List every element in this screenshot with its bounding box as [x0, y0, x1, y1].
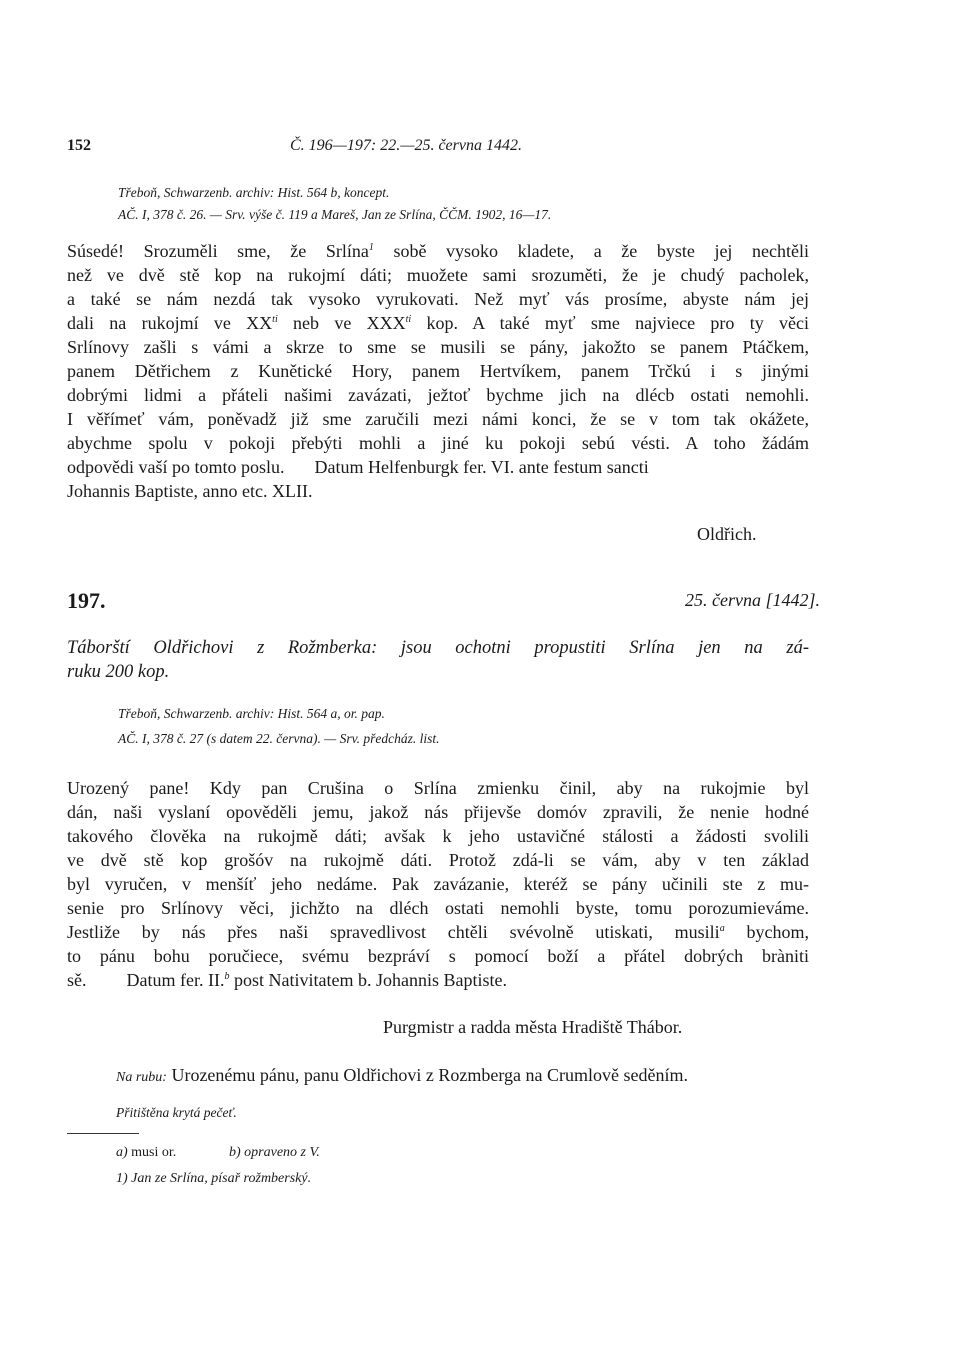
text-line — [67, 311, 809, 335]
source-edition-196: AČ. I, 378 č. 26. — Srv. výše č. 119 a Mareš, Jan ze Srlína, ČČM. 1902, 16—17. — [118, 207, 552, 222]
footnote-label: 1) — [116, 1171, 128, 1186]
text-segment: sobě vysoko kladete, a že byste jej nechtěli — [393, 241, 809, 261]
text-line: abychme spolu v pokoji přebýti mohli a jiné ku pokoji sebú vésti. A toho žádám — [67, 433, 809, 453]
footnote-a — [116, 1145, 176, 1161]
footnote-label: b) — [229, 1145, 241, 1160]
signature: Oldřich. — [697, 524, 757, 544]
footnote-mark: 1 — [368, 242, 374, 253]
text-line: I věřímeť vám, poněvadž již sme zaručili mezi námi konci, že se v tom tak okážete, — [67, 409, 809, 429]
text-line: byl vyručen, v menšíť jeho nedáme. Pak zavázanie, kteréž se pány učinili ste z mu- — [67, 874, 809, 894]
verso-label: Na rubu: — [116, 1070, 167, 1085]
footnote-divider — [67, 1133, 139, 1134]
regest-line: Táborští Oldřichovi z Rožmberka: jsou ochotni propustiti Srlína jen na zá- — [67, 638, 809, 658]
source-archive-197: Třeboň, Schwarzenb. archiv: Hist. 564 a, or. pap. — [118, 706, 385, 721]
text-line: dobrými lidmi a přáteli našimi zavázati, ježtoť bychme jich na dlécb ostati nemohli. — [67, 385, 809, 405]
text-segment: neb ve XXX — [293, 313, 406, 333]
text-line: panem Dětřichem z Kunětické Hory, panem Hertvíkem, panem Trčkú i s jinými — [67, 361, 809, 381]
footnote-mark: b — [224, 971, 230, 982]
superscript: ti — [272, 314, 278, 325]
page-number: 152 — [67, 137, 91, 154]
text-line — [67, 920, 809, 944]
signature: Purgmistr a radda města Hradiště Thábor. — [383, 1017, 683, 1037]
superscript: ti — [405, 314, 412, 325]
source-archive-196: Třeboň, Schwarzenb. archiv: Hist. 564 b, koncept. — [118, 185, 390, 200]
seal-note: Přitištěna krytá pečeť. — [116, 1105, 237, 1120]
text-segment: sě. — [67, 970, 87, 990]
verso-text: Urozenému pánu, panu Oldřichovi z Rozmberga na Crumlově seděním. — [171, 1065, 688, 1085]
text-line: takového člověka na rukojmě dáti; avšak k jeho ustavičné stálosti a žádosti svolili — [67, 826, 809, 846]
dating-clause: post Nativitatem b. Johannis Baptiste. — [233, 970, 507, 990]
footnote-text: musi or. — [131, 1145, 177, 1160]
text-segment: dali na rukojmí ve XX — [67, 313, 273, 333]
document-number: 197. — [67, 588, 106, 613]
text-line: ve dvě stě kop grošóv na rukojmě dáti. Protož zdá-li se vám, aby v ten základ — [67, 850, 809, 870]
text-line: Urozený pane! Kdy pan Crušina o Srlína zmienku činil, aby na rukojmie byl — [67, 778, 809, 798]
source-edition-197: AČ. I, 378 č. 27 (s datem 22. června). — Srv. předcház. list. — [118, 731, 440, 746]
regest-line: ruku 200 kop. — [67, 662, 170, 682]
running-title: Č. 196—197: 22.—25. června 1442. — [290, 137, 522, 154]
text-segment: odpovědi vaší po tomto poslu. — [67, 457, 285, 477]
text-line: Srlínovy zašli s vámi a skrze to sme se musili se pány, jakožto se panem Ptáčkem, — [67, 337, 809, 357]
document-date: 25. června [1442]. — [685, 590, 820, 610]
text-line: senie pro Srlínovy věci, jichžto na dléch ostati nemohli byste, tomu porozumieváme. — [67, 898, 809, 918]
text-line — [67, 968, 809, 992]
text-line: dán, naši vyslaní opověděli jemu, jakož nás přijevše domóv zpravili, že nenie hodné — [67, 802, 809, 822]
text-segment: Súsedé! Srozuměli sme, že Srlína — [67, 241, 369, 261]
text-line: než ve dvě stě kop na rukojmí dáti; muožete sami srozuměti, že je chudý pacholek, — [67, 265, 809, 285]
text-line: Johannis Baptiste, anno etc. XLII. — [67, 481, 313, 501]
footnote-mark: a — [719, 923, 725, 934]
text-segment: bychom, — [746, 922, 809, 942]
dating-clause: Datum Helfenburgk fer. VI. ante festum sancti — [314, 457, 649, 477]
footnote-label: a) — [116, 1145, 128, 1160]
text-line: to pánu bohu poručiece, svému bezpráví s pomocí boží a přátel dobrých bràniti — [67, 946, 809, 966]
text-segment: kop. A také myť sme najviece pro ty věci — [426, 313, 810, 333]
footnote-text: Jan ze Srlína, písař rožmberský. — [131, 1171, 312, 1186]
dating-clause: Datum fer. II. — [126, 970, 225, 990]
footnote-text: opraveno z V. — [244, 1145, 320, 1160]
text-segment: Jestliže by nás přes naši spravedlivost chtěli svévolně utiskati, musili — [67, 922, 720, 942]
text-line — [67, 455, 809, 479]
text-line: a také se nám nezdá tak vysoko vyrukovati. Než myť vás prosíme, abyste nám jej — [67, 289, 809, 309]
footnote-b — [229, 1145, 320, 1161]
text-line — [67, 239, 809, 263]
footnote-1 — [116, 1171, 311, 1187]
verso-note — [116, 1065, 688, 1086]
